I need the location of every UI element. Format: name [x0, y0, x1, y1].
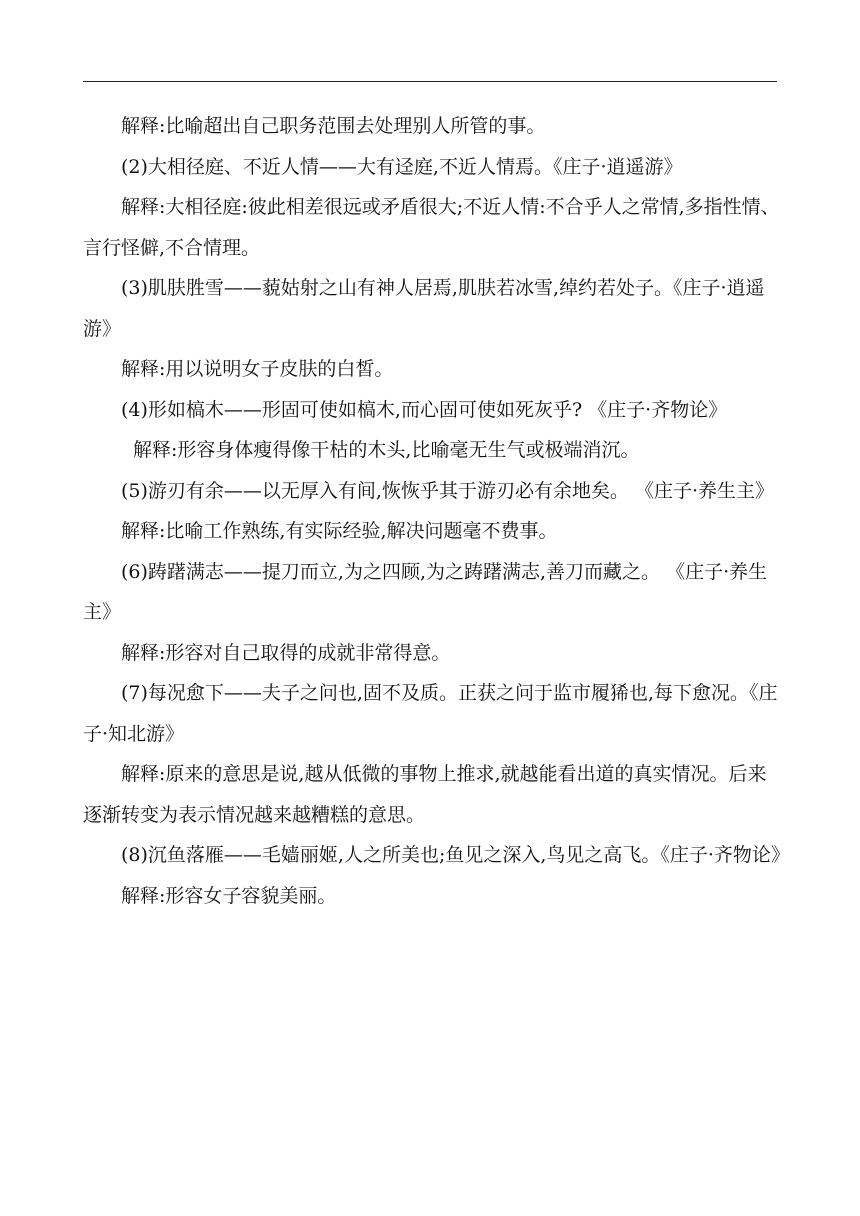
explanation-6: 解释:形容对自己取得的成就非常得意。 — [121, 641, 451, 664]
idiom-2: (2)大相径庭、不近人情——大有迳庭,不近人情焉。《庄子·逍遥游》 — [121, 155, 683, 178]
idiom-5: (5)游刃有余——以无厚入有间,恢恢乎其于游刃必有余地矣。 《庄子·养生主》 — [121, 479, 775, 502]
document-body — [83, 106, 790, 916]
explanation-2: 解释:大相径庭:彼此相差很远或矛盾很大;不近人情:不合乎人之常情,多指性情、言行怪僻,不合情理。 — [83, 196, 780, 259]
explanation-7: 解释:原来的意思是说,越从低微的事物上推求,就越能看出道的真实情况。后来逐渐转变为表示情况越来越糟糕的意思。 — [83, 763, 767, 826]
idiom-8: (8)沉鱼落雁——毛嫱丽姬,人之所美也;鱼见之深入,鸟见之高飞。《庄子·齐物论》 — [121, 844, 790, 866]
idiom-4: (4)形如槁木——形固可使如槁木,而心固可使如死灰乎? 《庄子·齐物论》 — [121, 398, 728, 421]
explanation-3: 解释:用以说明女子皮肤的白皙。 — [121, 358, 394, 380]
idiom-3: (3)肌肤胜雪——藐姑射之山有神人居焉,肌肤若冰雪,绰约若处子。《庄子·逍遥游》 — [83, 277, 765, 340]
idiom-6: (6)踌躇满志——提刀而立,为之四顾,为之踌躇满志,善刀而藏之。 《庄子·养生主》 — [83, 560, 768, 623]
explanation-1: 解释:比喻超出自己职务范围去处理别人所管的事。 — [121, 115, 546, 137]
header-rule — [83, 81, 777, 82]
idiom-7: (7)每况愈下——夫子之问也,固不及质。正获之问于监市履狶也,每下愈况。《庄子·知北游》 — [83, 682, 778, 745]
explanation-8: 解释:形容女子容貌美丽。 — [121, 884, 337, 907]
explanation-5: 解释:比喻工作熟练,有实际经验,解决问题毫不费事。 — [121, 520, 558, 542]
explanation-4: 解释:形容身体瘦得像干枯的木头,比喻毫无生气或极端消沉。 — [133, 439, 640, 461]
